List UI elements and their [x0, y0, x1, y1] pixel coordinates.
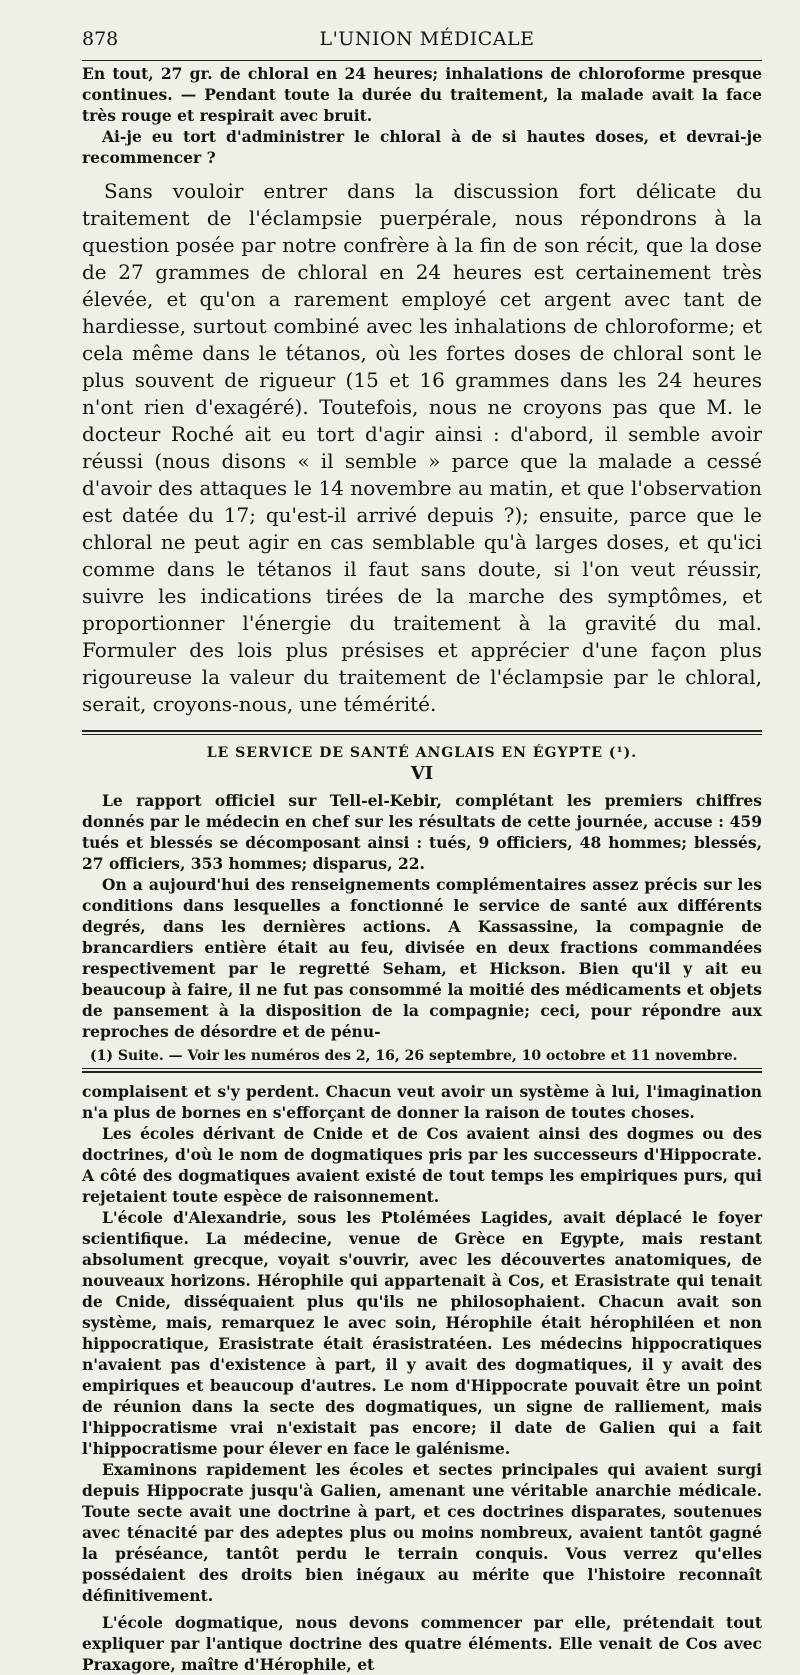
feuilleton-paragraph: Examinons rapidement les écoles et sectes principales qui avaient surgi depuis Hippocrate jusqu'à Galien, amenant une véritable anarchie médicale. Toute secte avait une doctrine à part, et ces doctrines disparates, soutenues avec ténacité par des adeptes plus ou moins nombreux, avaient tantôt gagné la préséance, tantôt perdu le terrain conquis. Vous verrez qu'elles possédaient des droits bien inégaux au mérite que l'histoire reconnaît définitivement. [82, 1460, 762, 1605]
section-title: LE SERVICE DE SANTÉ ANGLAIS EN ÉGYPTE (¹). [206, 745, 638, 761]
question-block [82, 63, 762, 168]
footnote-rule [82, 1068, 762, 1069]
feuilleton-paragraph: L'école d'Alexandrie, sous les Ptolémées Lagides, avait déplacé le foyer scientifique. La médecine, venue de Grèce en Egypte, mais restant absolument grecque, voyait s'ouvrir, avec les découvertes anatomiques, de nouveaux horizons. Hérophile qui appartenait à Cos, et Erasistrate qui tenait de Cnide, disséquaient plus qu'ils ne philosophaient. Chacun avait son système, mais, remarquez le avec soin, Hérophile était hérophiléen et non hippocratique, Erasistrate était érasistratéen. Les médecins hippocratiques n'avaient pas d'existence à part, il y avait des dogmatiques, il y avait des empiriques et beaucoup d'autres. Le nom d'Hippocrate pouvait être un point de réunion dans la secte des dogmatiques, un signe de ralliement, mais l'hippocratisme vrai n'existait pas encore; il date de Galien qui a fait l'hippocratisme pour élever en face le galénisme. [82, 1208, 762, 1458]
feuilleton-paragraph: L'école dogmatique, nous devons commencer par elle, prétendait tout expliquer par l'antique doctrine des quatre éléments. Elle venait de Cos avec Praxagore, maître d'Hérophile, et [82, 1613, 762, 1674]
feuilleton-rule [82, 1071, 762, 1073]
footnote: (1) Suite. — Voir les numéros des 2, 16, 26 septembre, 10 octobre et 11 novembre. [90, 1048, 738, 1064]
feuilleton-paragraph: Les écoles dérivant de Cnide et de Cos avaient ainsi des dogmes ou des doctrines, d'où le nom de dogmatiques pris par les successeurs d'Hippocrate. A côté des dogmatiques avaient existé de tout temps les empiriques purs, qui rejetaient toute espèce de raisonnement. [82, 1124, 762, 1206]
section-paragraph: On a aujourd'hui des renseignements complémentaires assez précis sur les conditions dans lesquelles a fonctionné le service de santé aux différents degrés, dans les dernières actions. A Kassassine, la compagnie de brancardiers entière était au feu, divisée en deux fractions commandées respectivement par le regretté Seham, et Hickson. Bien qu'il y ait eu beaucoup à faire, il ne fut pas consommé la moitié des médicaments et objets de pansement à la disposition de la compagnie; ceci, pour répondre aux reproches de désordre et de pénu- [82, 875, 762, 1041]
question-paragraph: En tout, 27 gr. de chloral en 24 heures; inhalations de chloroforme presque continues. — Pendant toute la durée du traitement, la malade avait la face très rouge et respirait avec bruit. [82, 64, 762, 125]
answer-block [82, 178, 762, 718]
running-title: L'UNION MÉDICALE [319, 28, 535, 50]
spacer [82, 718, 762, 728]
spacer [82, 168, 762, 178]
page-number: 878 [82, 28, 119, 50]
feuilleton-paragraph: complaisent et s'y perdent. Chacun veut avoir un système à lui, l'imagination n'a plus de bornes en s'efforçant de donner la raison de toutes choses. [82, 1082, 762, 1122]
running-header [82, 28, 762, 58]
section-rule [82, 734, 762, 735]
question-paragraph: Ai-je eu tort d'administrer le chloral à de si hautes doses, et devrai-je recommencer ? [82, 127, 762, 167]
section-number: VI [410, 763, 434, 784]
answer-paragraph: Sans vouloir entrer dans la discussion fort délicate du traitement de l'éclampsie puerpérale, nous répondrons à la question posée par notre confrère à la fin de son récit, que la dose de 27 grammes de chloral en 24 heures est certainement très élevée, et qu'on a rarement employé cet argent avec tant de hardiesse, surtout combiné avec les inhalations de chloroforme; et cela même dans le tétanos, où les fortes doses de chloral sont le plus souvent de rigueur (15 et 16 grammes dans les 24 heures n'ont rien d'exagéré). Toutefois, nous ne croyons pas que M. le docteur Roché ait eu tort d'agir ainsi : d'abord, il semble avoir réussi (nous disons « il semble » parce que la malade a cessé d'avoir des attaques le 14 novembre au matin, et que l'observation est datée du 17; qu'est-il arrivé depuis ?); ensuite, parce que le chloral ne peut agir en cas semblable qu'à larges doses, et qu'ici comme dans le tétanos il faut sans doute, si l'on veut réussir, suivre les indications tirées de la marche des symptômes, et proportionner l'énergie du traitement à la gravité du mal. Formuler des lois plus présises et apprécier d'une façon plus rigoureuse la valeur du traitement de l'éclampsie par le chloral, serait, croyons-nous, une témérité. [82, 179, 762, 716]
feuilleton-body [82, 1081, 762, 1675]
section-paragraph: Le rapport officiel sur Tell-el-Kebir, complétant les premiers chiffres donnés par le médecin en chef sur les résultats de cette journée, accuse : 459 tués et blessés se décomposant ainsi : tués, 9 officiers, 48 hommes; blessés, 27 officiers, 353 hommes; disparus, 22. [82, 791, 762, 873]
section-rule [82, 730, 762, 732]
section-body [82, 790, 762, 1042]
header-rule [82, 60, 762, 61]
